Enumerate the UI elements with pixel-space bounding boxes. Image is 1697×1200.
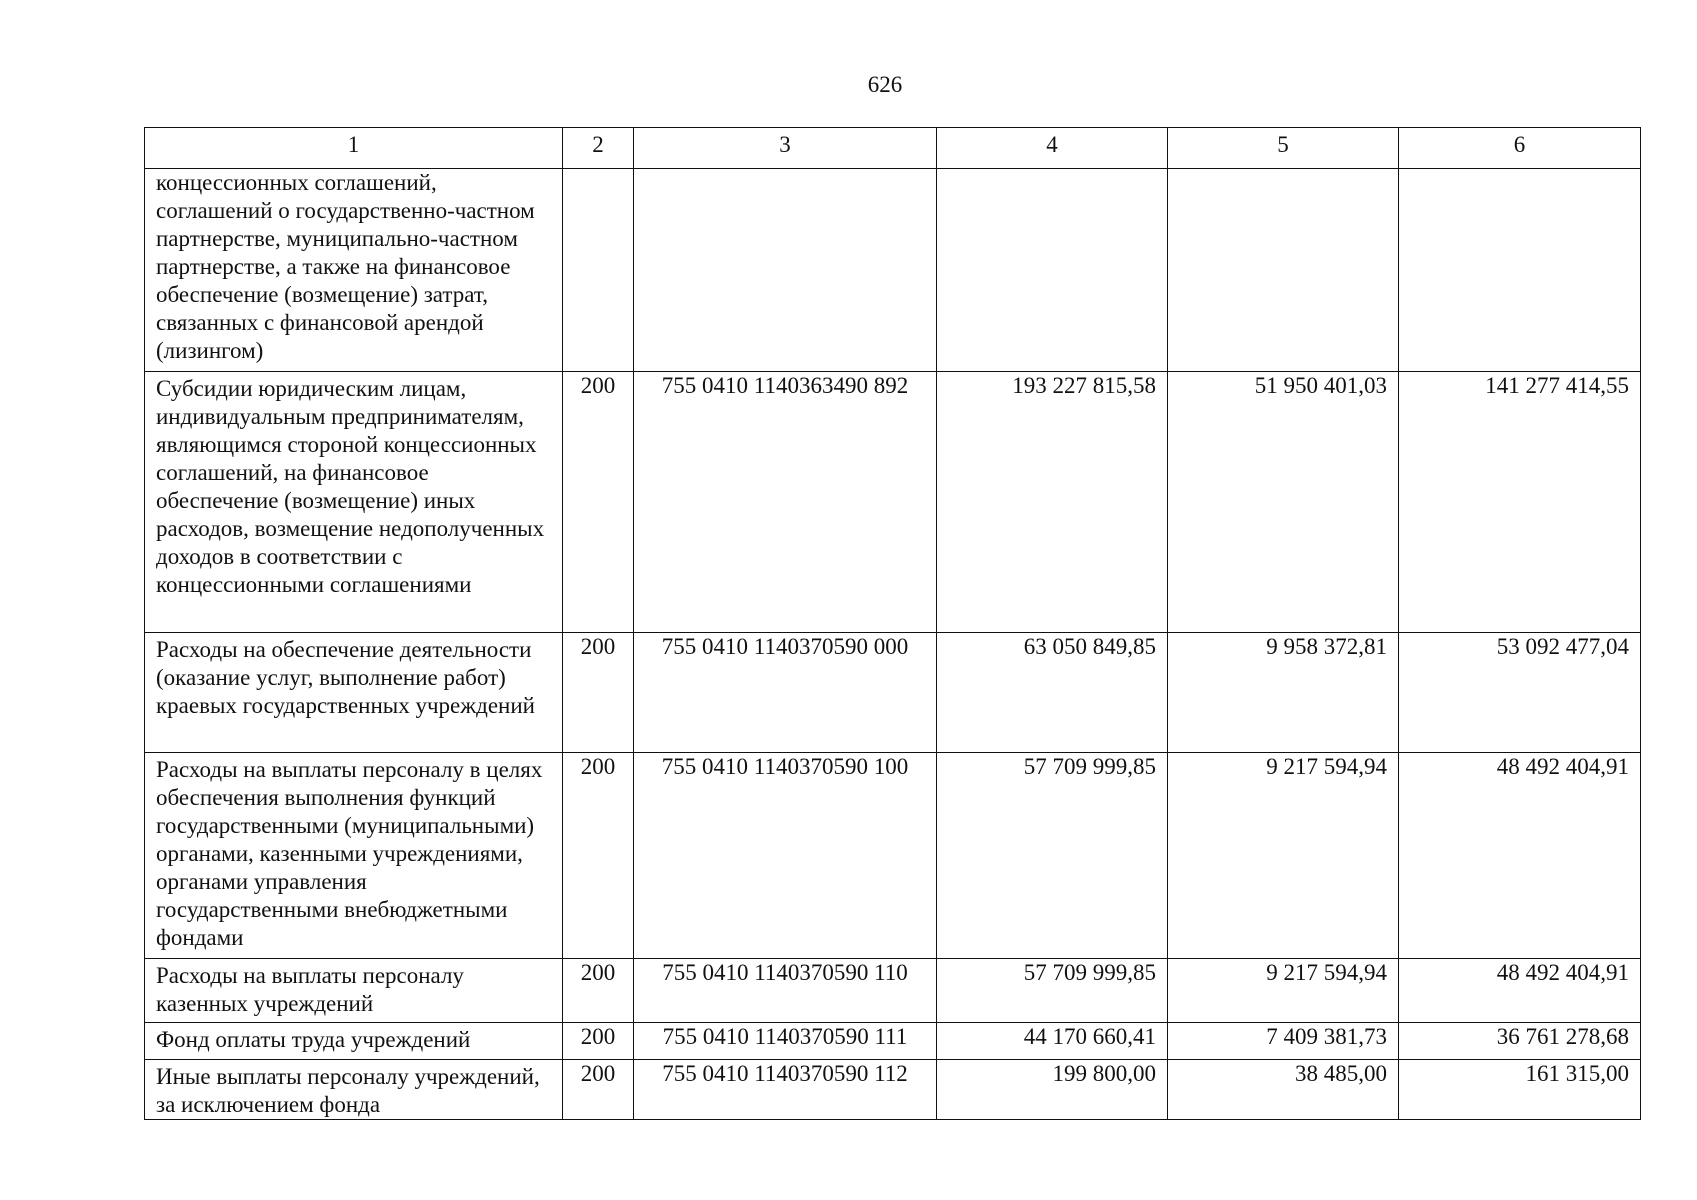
row-code-cell: 200 bbox=[563, 1060, 634, 1120]
row-kbk-cell: 755 0410 1140370590 111 bbox=[634, 1023, 937, 1060]
budget-execution-table bbox=[144, 127, 1641, 1120]
row-code-cell: 200 bbox=[563, 1023, 634, 1060]
column-header: 1 bbox=[145, 128, 563, 169]
row-name-cell: Расходы на выплаты персоналу в целях обеспечения выполнения функций государственными (муниципальными) органами, казенными учреждениями, органами управления государственными внебюджетными фондами bbox=[145, 753, 563, 959]
row-approved-cell bbox=[937, 169, 1168, 372]
row-kbk-cell: 755 0410 1140370590 112 bbox=[634, 1060, 937, 1120]
row-approved-cell: 57 709 999,85 bbox=[937, 753, 1168, 959]
row-executed-cell: 51 950 401,03 bbox=[1168, 372, 1399, 633]
row-name-cell: Расходы на выплаты персоналу казенных учреждений bbox=[145, 959, 563, 1023]
column-header: 3 bbox=[634, 128, 937, 169]
table-row bbox=[145, 372, 1641, 633]
row-approved-cell: 63 050 849,85 bbox=[937, 633, 1168, 753]
row-name-cell: концессионных соглашений, соглашений о государственно-частном партнерстве, муниципально-частном партнерстве, а также на финансовое обеспечение (возмещение) затрат, связанных с финансовой арендой (лизингом) bbox=[145, 169, 563, 372]
table-row-continuation bbox=[145, 169, 1641, 372]
table-row bbox=[145, 633, 1641, 753]
row-unexecuted-cell: 48 492 404,91 bbox=[1399, 753, 1641, 959]
row-approved-cell: 44 170 660,41 bbox=[937, 1023, 1168, 1060]
row-name-cell: Субсидии юридическим лицам, индивидуальным предпринимателям, являющимся стороной концессионных соглашений, на финансовое обеспечение (возмещение) иных расходов, возмещение недополученных доходов в соответствии с концессионными соглашениями bbox=[145, 372, 563, 633]
row-kbk-cell bbox=[634, 169, 937, 372]
row-approved-cell: 199 800,00 bbox=[937, 1060, 1168, 1120]
row-kbk-cell: 755 0410 1140370590 000 bbox=[634, 633, 937, 753]
row-name-cell: Расходы на обеспечение деятельности (оказание услуг, выполнение работ) краевых государственных учреждений bbox=[145, 633, 563, 753]
row-unexecuted-cell: 161 315,00 bbox=[1399, 1060, 1641, 1120]
row-executed-cell bbox=[1168, 169, 1399, 372]
row-unexecuted-cell: 36 761 278,68 bbox=[1399, 1023, 1641, 1060]
table-row bbox=[145, 1060, 1641, 1120]
row-unexecuted-cell: 53 092 477,04 bbox=[1399, 633, 1641, 753]
column-header: 2 bbox=[563, 128, 634, 169]
page-number: 626 bbox=[867, 72, 903, 97]
row-executed-cell: 38 485,00 bbox=[1168, 1060, 1399, 1120]
table-header-row bbox=[145, 128, 1641, 169]
row-code-cell: 200 bbox=[563, 959, 634, 1023]
row-executed-cell: 9 217 594,94 bbox=[1168, 753, 1399, 959]
column-header: 4 bbox=[937, 128, 1168, 169]
row-approved-cell: 57 709 999,85 bbox=[937, 959, 1168, 1023]
row-kbk-cell: 755 0410 1140370590 110 bbox=[634, 959, 937, 1023]
column-header: 6 bbox=[1399, 128, 1641, 169]
row-kbk-cell: 755 0410 1140363490 892 bbox=[634, 372, 937, 633]
column-header: 5 bbox=[1168, 128, 1399, 169]
table-row bbox=[145, 959, 1641, 1023]
row-name-cell: Фонд оплаты труда учреждений bbox=[145, 1023, 563, 1060]
row-code-cell bbox=[563, 169, 634, 372]
row-approved-cell: 193 227 815,58 bbox=[937, 372, 1168, 633]
table-row bbox=[145, 1023, 1641, 1060]
row-executed-cell: 7 409 381,73 bbox=[1168, 1023, 1399, 1060]
row-unexecuted-cell: 48 492 404,91 bbox=[1399, 959, 1641, 1023]
row-code-cell: 200 bbox=[563, 753, 634, 959]
row-code-cell: 200 bbox=[563, 633, 634, 753]
row-unexecuted-cell bbox=[1399, 169, 1641, 372]
row-code-cell: 200 bbox=[563, 372, 634, 633]
row-executed-cell: 9 958 372,81 bbox=[1168, 633, 1399, 753]
row-executed-cell: 9 217 594,94 bbox=[1168, 959, 1399, 1023]
row-kbk-cell: 755 0410 1140370590 100 bbox=[634, 753, 937, 959]
row-name-cell: Иные выплаты персоналу учреждений, за исключением фонда bbox=[145, 1060, 563, 1120]
row-unexecuted-cell: 141 277 414,55 bbox=[1399, 372, 1641, 633]
table-row bbox=[145, 753, 1641, 959]
